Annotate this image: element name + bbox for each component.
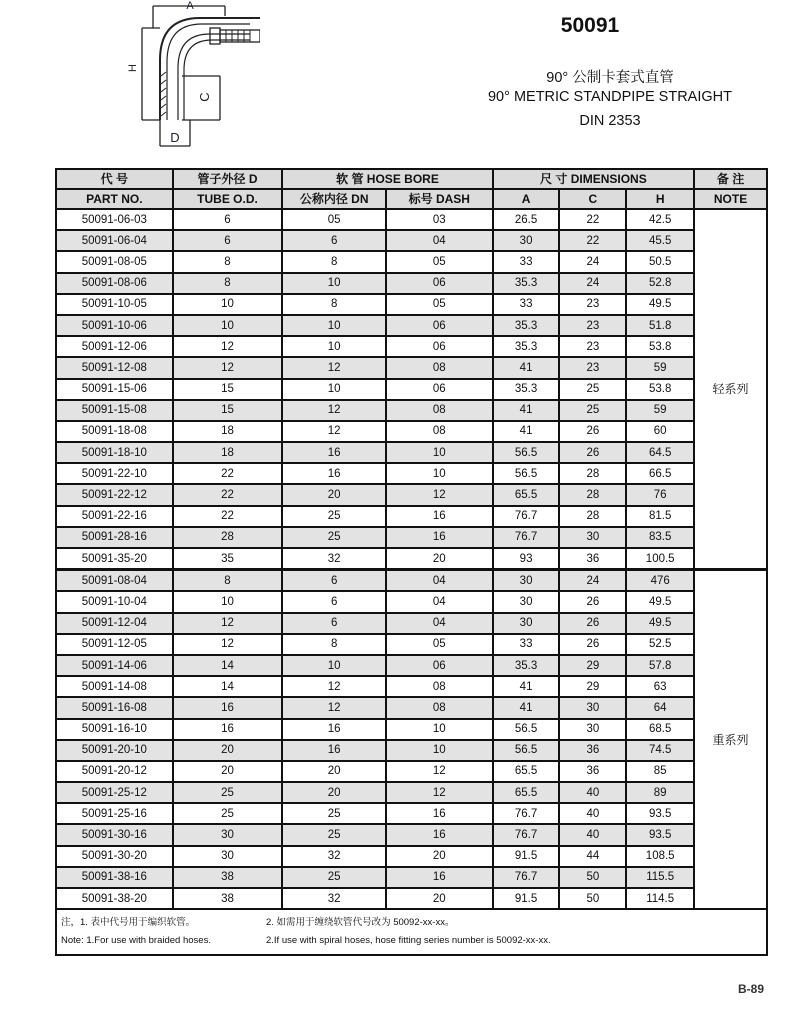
cell-tube-od: 6 (173, 230, 283, 251)
cell-dim-a: 76.7 (493, 527, 560, 548)
table-row (56, 761, 767, 782)
cell-dim-c: 36 (559, 761, 626, 782)
cell-dash: 08 (386, 697, 493, 718)
header-c: C (559, 189, 626, 209)
cell-part-no: 50091-16-08 (56, 697, 173, 718)
table-row (56, 888, 767, 909)
cell-dim-h: 53.8 (626, 336, 694, 357)
cell-dn: 25 (282, 824, 386, 845)
cell-dash: 08 (386, 421, 493, 442)
cell-part-no: 50091-22-10 (56, 463, 173, 484)
cell-dn: 32 (282, 888, 386, 909)
cell-part-no: 50091-14-06 (56, 655, 173, 676)
cell-dash: 04 (386, 230, 493, 251)
table-row (56, 400, 767, 421)
cell-dn: 10 (282, 655, 386, 676)
cell-dim-c: 22 (559, 209, 626, 230)
table-row (56, 570, 767, 592)
cell-part-no: 50091-35-20 (56, 548, 173, 570)
cell-dim-a: 41 (493, 400, 560, 421)
cell-dim-c: 44 (559, 846, 626, 867)
table-row (56, 357, 767, 378)
cell-part-no: 50091-06-04 (56, 230, 173, 251)
cell-dn: 32 (282, 548, 386, 570)
cell-dash: 04 (386, 570, 493, 592)
cell-dn: 16 (282, 463, 386, 484)
note-en-2: 2.If use with spiral hoses, hose fitting series number is 50092-xx-xx. (266, 935, 551, 947)
cell-dim-h: 66.5 (626, 463, 694, 484)
cell-dn: 10 (282, 379, 386, 400)
table-row (56, 655, 767, 676)
cell-dn: 25 (282, 527, 386, 548)
table-row (56, 336, 767, 357)
cell-dim-h: 83.5 (626, 527, 694, 548)
cell-tube-od: 25 (173, 782, 283, 803)
cell-dash: 16 (386, 803, 493, 824)
cell-tube-od: 12 (173, 336, 283, 357)
cell-dim-a: 26.5 (493, 209, 560, 230)
dim-label-d: D (170, 130, 180, 145)
cell-dim-h: 52.8 (626, 273, 694, 294)
cell-dash: 06 (386, 655, 493, 676)
cell-dim-a: 30 (493, 570, 560, 592)
cell-dash: 06 (386, 273, 493, 294)
table-row (56, 463, 767, 484)
cell-dn: 8 (282, 294, 386, 315)
table-row (56, 803, 767, 824)
cell-tube-od: 8 (173, 251, 283, 272)
series-note: 轻系列 (694, 209, 767, 570)
cell-tube-od: 12 (173, 357, 283, 378)
series-note: 重系列 (694, 570, 767, 910)
cell-dim-a: 30 (493, 613, 560, 634)
header-dimensions: 尺 寸 DIMENSIONS (493, 169, 694, 189)
cell-dim-h: 60 (626, 421, 694, 442)
table-row (56, 867, 767, 888)
cell-dim-c: 23 (559, 357, 626, 378)
cell-dn: 20 (282, 484, 386, 505)
cell-dn: 10 (282, 336, 386, 357)
cell-dim-a: 30 (493, 591, 560, 612)
cell-dim-h: 53.8 (626, 379, 694, 400)
cell-tube-od: 22 (173, 484, 283, 505)
cell-part-no: 50091-20-10 (56, 740, 173, 761)
cell-dim-h: 50.5 (626, 251, 694, 272)
cell-dn: 05 (282, 209, 386, 230)
table-row (56, 209, 767, 230)
table-row (56, 251, 767, 272)
cell-dim-c: 36 (559, 740, 626, 761)
cell-tube-od: 20 (173, 761, 283, 782)
header-tube-od-cn: 管子外径 D (173, 169, 283, 189)
cell-dim-a: 35.3 (493, 315, 560, 336)
header-part-no: PART NO. (56, 189, 173, 209)
cell-dim-c: 29 (559, 676, 626, 697)
cell-dim-c: 26 (559, 442, 626, 463)
cell-dash: 10 (386, 442, 493, 463)
cell-part-no: 50091-10-05 (56, 294, 173, 315)
cell-dim-c: 23 (559, 294, 626, 315)
cell-dn: 12 (282, 697, 386, 718)
cell-part-no: 50091-30-20 (56, 846, 173, 867)
table-row (56, 506, 767, 527)
cell-dash: 06 (386, 315, 493, 336)
cell-dim-c: 25 (559, 379, 626, 400)
cell-part-no: 50091-15-06 (56, 379, 173, 400)
cell-dn: 25 (282, 506, 386, 527)
cell-part-no: 50091-16-10 (56, 719, 173, 740)
cell-dim-a: 35.3 (493, 336, 560, 357)
cell-part-no: 50091-15-08 (56, 400, 173, 421)
cell-tube-od: 10 (173, 591, 283, 612)
cell-dim-a: 56.5 (493, 442, 560, 463)
cell-dim-c: 30 (559, 719, 626, 740)
table-row (56, 676, 767, 697)
cell-dim-a: 33 (493, 294, 560, 315)
cell-dim-a: 91.5 (493, 846, 560, 867)
cell-part-no: 50091-14-08 (56, 676, 173, 697)
cell-dim-h: 74.5 (626, 740, 694, 761)
cell-dim-a: 33 (493, 634, 560, 655)
cell-dash: 16 (386, 867, 493, 888)
cell-dim-h: 89 (626, 782, 694, 803)
cell-part-no: 50091-20-12 (56, 761, 173, 782)
cell-tube-od: 15 (173, 379, 283, 400)
cell-dim-c: 22 (559, 230, 626, 251)
cell-dash: 05 (386, 294, 493, 315)
cell-dash: 12 (386, 782, 493, 803)
cell-dim-a: 56.5 (493, 740, 560, 761)
cell-tube-od: 16 (173, 697, 283, 718)
cell-dim-a: 65.5 (493, 782, 560, 803)
cell-dim-c: 24 (559, 570, 626, 592)
cell-part-no: 50091-30-16 (56, 824, 173, 845)
cell-tube-od: 30 (173, 824, 283, 845)
cell-dash: 08 (386, 400, 493, 421)
cell-dash: 08 (386, 357, 493, 378)
cell-tube-od: 18 (173, 442, 283, 463)
header-note-cn: 备 注 (694, 169, 767, 189)
cell-part-no: 50091-28-16 (56, 527, 173, 548)
cell-dn: 10 (282, 273, 386, 294)
cell-dash: 04 (386, 613, 493, 634)
cell-tube-od: 10 (173, 294, 283, 315)
cell-tube-od: 20 (173, 740, 283, 761)
cell-dim-c: 26 (559, 421, 626, 442)
cell-tube-od: 28 (173, 527, 283, 548)
cell-dn: 16 (282, 740, 386, 761)
cell-part-no: 50091-12-05 (56, 634, 173, 655)
cell-dash: 10 (386, 719, 493, 740)
cell-dim-h: 85 (626, 761, 694, 782)
header-note: NOTE (694, 189, 767, 209)
table-row (56, 273, 767, 294)
cell-tube-od: 12 (173, 634, 283, 655)
cell-dim-c: 50 (559, 888, 626, 909)
cell-dash: 20 (386, 548, 493, 570)
cell-dim-h: 59 (626, 400, 694, 421)
note-cn-2: 2. 如需用于缠绕软管代号改为 50092-xx-xx。 (266, 917, 455, 929)
dim-label-c: C (197, 92, 212, 102)
cell-dash: 12 (386, 761, 493, 782)
table-row (56, 548, 767, 570)
cell-dash: 20 (386, 846, 493, 867)
cell-dash: 05 (386, 251, 493, 272)
table-row (56, 315, 767, 336)
table-row (56, 421, 767, 442)
cell-dim-a: 41 (493, 676, 560, 697)
cell-dim-h: 115.5 (626, 867, 694, 888)
cell-dim-c: 26 (559, 591, 626, 612)
cell-tube-od: 6 (173, 209, 283, 230)
cell-dim-h: 59 (626, 357, 694, 378)
cell-tube-od: 22 (173, 506, 283, 527)
table-row (56, 782, 767, 803)
cell-part-no: 50091-08-05 (56, 251, 173, 272)
table-row (56, 527, 767, 548)
cell-tube-od: 14 (173, 676, 283, 697)
cell-dim-a: 76.7 (493, 803, 560, 824)
cell-dim-c: 30 (559, 697, 626, 718)
cell-part-no: 50091-10-04 (56, 591, 173, 612)
cell-tube-od: 12 (173, 613, 283, 634)
cell-part-no: 50091-12-08 (56, 357, 173, 378)
cell-dim-c: 28 (559, 484, 626, 505)
header-a: A (493, 189, 560, 209)
cell-dim-h: 45.5 (626, 230, 694, 251)
cell-dim-a: 76.7 (493, 867, 560, 888)
cell-dn: 20 (282, 761, 386, 782)
cell-dim-a: 56.5 (493, 463, 560, 484)
cell-dim-a: 41 (493, 357, 560, 378)
cell-dn: 12 (282, 357, 386, 378)
cell-dash: 06 (386, 379, 493, 400)
table-row (56, 719, 767, 740)
cell-dim-h: 49.5 (626, 613, 694, 634)
table-row (56, 379, 767, 400)
cell-dash: 08 (386, 676, 493, 697)
table-row (56, 697, 767, 718)
cell-dim-h: 68.5 (626, 719, 694, 740)
cell-part-no: 50091-25-12 (56, 782, 173, 803)
cell-dim-h: 57.8 (626, 655, 694, 676)
cell-dash: 10 (386, 463, 493, 484)
cell-part-no: 50091-08-06 (56, 273, 173, 294)
cell-dash: 16 (386, 824, 493, 845)
cell-tube-od: 8 (173, 273, 283, 294)
cell-tube-od: 16 (173, 719, 283, 740)
cell-dim-h: 93.5 (626, 824, 694, 845)
cell-dn: 10 (282, 315, 386, 336)
header-dash: 标号 DASH (386, 189, 493, 209)
page-number: B-89 (738, 982, 765, 996)
cell-dim-c: 40 (559, 803, 626, 824)
cell-dim-h: 42.5 (626, 209, 694, 230)
cell-dim-h: 114.5 (626, 888, 694, 909)
table-row (56, 740, 767, 761)
cell-dim-c: 24 (559, 273, 626, 294)
table-row (56, 442, 767, 463)
dimensions-table (55, 168, 768, 956)
cell-dim-a: 65.5 (493, 761, 560, 782)
table-row (56, 484, 767, 505)
cell-dim-h: 81.5 (626, 506, 694, 527)
cell-dim-a: 30 (493, 230, 560, 251)
cell-dn: 8 (282, 251, 386, 272)
cell-dim-a: 33 (493, 251, 560, 272)
cell-dash: 05 (386, 634, 493, 655)
cell-dim-h: 49.5 (626, 591, 694, 612)
cell-part-no: 50091-06-03 (56, 209, 173, 230)
elbow-fitting-drawing (120, 0, 260, 150)
cell-part-no: 50091-25-16 (56, 803, 173, 824)
cell-dim-c: 30 (559, 527, 626, 548)
note-en-1: Note: 1.For use with braided hoses. (61, 935, 211, 947)
cell-part-no: 50091-18-08 (56, 421, 173, 442)
cell-tube-od: 35 (173, 548, 283, 570)
cell-dim-h: 108.5 (626, 846, 694, 867)
cell-dn: 6 (282, 613, 386, 634)
cell-part-no: 50091-22-16 (56, 506, 173, 527)
part-series-code: 50091 (560, 14, 620, 37)
header-part-no-cn: 代 号 (56, 169, 173, 189)
cell-part-no: 50091-38-20 (56, 888, 173, 909)
cell-dim-c: 28 (559, 506, 626, 527)
table-row (56, 230, 767, 251)
cell-dim-c: 23 (559, 315, 626, 336)
cell-dim-a: 41 (493, 421, 560, 442)
cell-dim-c: 25 (559, 400, 626, 421)
cell-dim-h: 76 (626, 484, 694, 505)
cell-dim-h: 49.5 (626, 294, 694, 315)
cell-tube-od: 22 (173, 463, 283, 484)
cell-dn: 12 (282, 676, 386, 697)
cell-dim-h: 100.5 (626, 548, 694, 570)
cell-dim-h: 63 (626, 676, 694, 697)
table-row (56, 634, 767, 655)
cell-dim-c: 28 (559, 463, 626, 484)
cell-part-no: 50091-38-16 (56, 867, 173, 888)
header-h: H (626, 189, 694, 209)
cell-dim-h: 52.5 (626, 634, 694, 655)
cell-dim-a: 41 (493, 697, 560, 718)
cell-dash: 16 (386, 527, 493, 548)
cell-tube-od: 10 (173, 315, 283, 336)
cell-dim-c: 26 (559, 634, 626, 655)
table-row (56, 846, 767, 867)
cell-tube-od: 30 (173, 846, 283, 867)
title-chinese: 90° 公制卡套式直管 (546, 70, 674, 86)
table-row (56, 294, 767, 315)
cell-part-no: 50091-18-10 (56, 442, 173, 463)
cell-dim-a: 56.5 (493, 719, 560, 740)
cell-dn: 8 (282, 634, 386, 655)
cell-dim-h: 93.5 (626, 803, 694, 824)
table-row (56, 824, 767, 845)
cell-dim-c: 40 (559, 782, 626, 803)
cell-tube-od: 25 (173, 803, 283, 824)
cell-dn: 12 (282, 400, 386, 421)
cell-dim-a: 65.5 (493, 484, 560, 505)
table-row (56, 613, 767, 634)
cell-dim-c: 29 (559, 655, 626, 676)
cell-dim-c: 40 (559, 824, 626, 845)
cell-tube-od: 38 (173, 867, 283, 888)
cell-dim-c: 26 (559, 613, 626, 634)
dim-label-h: H (127, 64, 139, 72)
cell-dim-a: 35.3 (493, 655, 560, 676)
cell-dim-a: 76.7 (493, 506, 560, 527)
header-tube-od: TUBE O.D. (173, 189, 283, 209)
table-notes (56, 909, 767, 955)
cell-dn: 32 (282, 846, 386, 867)
cell-dim-h: 64.5 (626, 442, 694, 463)
cell-dim-h: 64 (626, 697, 694, 718)
cell-dn: 16 (282, 442, 386, 463)
header-dn: 公称内径 DN (282, 189, 386, 209)
cell-dn: 16 (282, 719, 386, 740)
cell-dim-a: 35.3 (493, 273, 560, 294)
cell-dim-h: 476 (626, 570, 694, 592)
cell-part-no: 50091-08-04 (56, 570, 173, 592)
cell-dim-a: 35.3 (493, 379, 560, 400)
cell-dim-c: 36 (559, 548, 626, 570)
cell-dash: 12 (386, 484, 493, 505)
cell-dim-c: 50 (559, 867, 626, 888)
cell-dash: 06 (386, 336, 493, 357)
cell-dn: 6 (282, 591, 386, 612)
cell-dim-a: 76.7 (493, 824, 560, 845)
cell-dn: 6 (282, 230, 386, 251)
cell-dash: 03 (386, 209, 493, 230)
cell-tube-od: 15 (173, 400, 283, 421)
cell-dn: 6 (282, 570, 386, 592)
cell-part-no: 50091-12-06 (56, 336, 173, 357)
cell-dim-a: 91.5 (493, 888, 560, 909)
cell-part-no: 50091-10-06 (56, 315, 173, 336)
cell-tube-od: 14 (173, 655, 283, 676)
note-cn-1: 注，1. 表中代号用于编织软管。 (61, 917, 196, 929)
cell-dim-a: 93 (493, 548, 560, 570)
cell-part-no: 50091-12-04 (56, 613, 173, 634)
cell-dash: 20 (386, 888, 493, 909)
cell-dn: 25 (282, 803, 386, 824)
cell-dash: 16 (386, 506, 493, 527)
cell-dash: 04 (386, 591, 493, 612)
cell-dash: 10 (386, 740, 493, 761)
title-english: 90° METRIC STANDPIPE STRAIGHT (487, 89, 732, 105)
cell-dim-c: 23 (559, 336, 626, 357)
cell-part-no: 50091-22-12 (56, 484, 173, 505)
cell-dim-c: 24 (559, 251, 626, 272)
standard-label: DIN 2353 (579, 113, 641, 129)
cell-dn: 25 (282, 867, 386, 888)
cell-tube-od: 38 (173, 888, 283, 909)
cell-tube-od: 8 (173, 570, 283, 592)
cell-dn: 20 (282, 782, 386, 803)
header-hose-bore: 软 管 HOSE BORE (282, 169, 492, 189)
table-row (56, 591, 767, 612)
cell-tube-od: 18 (173, 421, 283, 442)
cell-dim-h: 51.8 (626, 315, 694, 336)
dim-label-a: A (186, 0, 194, 12)
cell-dn: 12 (282, 421, 386, 442)
